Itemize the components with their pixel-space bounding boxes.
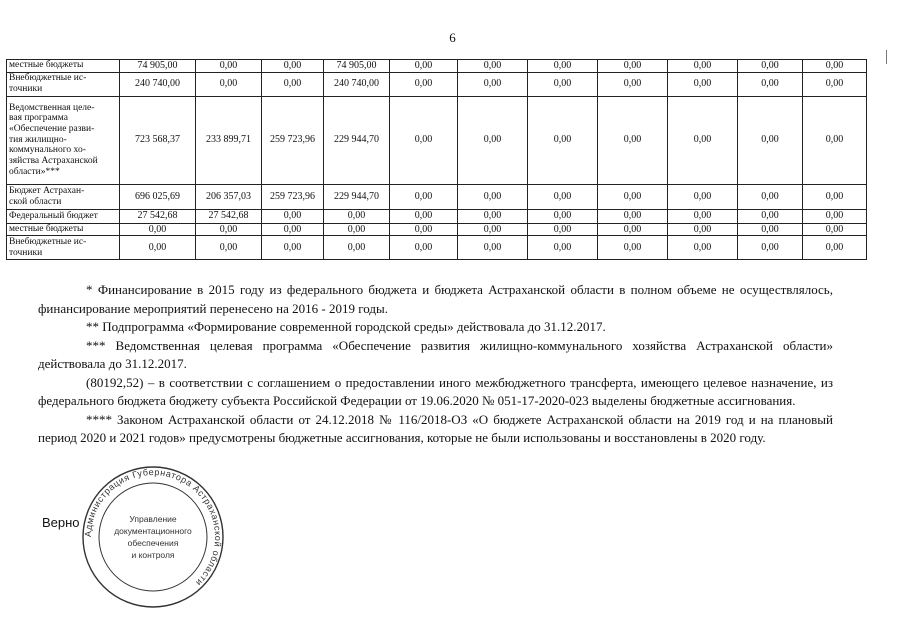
table-cell: 0,00 [528,223,598,236]
table-cell: 0,00 [390,184,458,209]
official-stamp [78,462,228,612]
table-cell: 0,00 [738,96,803,184]
table-cell: 0,00 [738,60,803,73]
stamp-ring-text: Администрация Губернатора Астраханской области [82,466,224,589]
row-label: Внебюджетные ис- точники [7,72,120,96]
row-label: Бюджет Астрахан- ской области [7,184,120,209]
table-cell: 0,00 [324,209,390,223]
margin-mark [886,50,887,64]
table-cell: 0,00 [390,72,458,96]
table-cell: 0,00 [390,209,458,223]
table-cell: 240 740,00 [120,72,196,96]
row-label: Ведомственная целе- вая программа «Обеспечение разви- тия жилищно- коммунального хо- зяйства Астраханской области»*** [7,96,120,184]
table-cell: 0,00 [196,236,262,260]
table-row [7,96,867,184]
table-cell: 206 357,03 [196,184,262,209]
table-cell: 0,00 [598,184,668,209]
table-cell: 0,00 [598,209,668,223]
table-cell: 233 899,71 [196,96,262,184]
table-cell: 74 905,00 [120,60,196,73]
table-cell: 0,00 [528,60,598,73]
table-cell: 0,00 [120,223,196,236]
table-row [7,209,867,223]
table-cell: 723 568,37 [120,96,196,184]
table-cell: 259 723,96 [262,184,324,209]
table-cell: 0,00 [598,72,668,96]
table-cell: 0,00 [458,209,528,223]
table-cell: 0,00 [668,184,738,209]
table-cell: 0,00 [262,236,324,260]
table-cell: 696 025,69 [120,184,196,209]
table-cell: 0,00 [803,236,867,260]
table-cell: 0,00 [738,184,803,209]
table-cell: 0,00 [528,72,598,96]
table-cell: 0,00 [262,209,324,223]
table-cell: 0,00 [390,236,458,260]
table-cell: 0,00 [458,72,528,96]
table-cell: 0,00 [196,60,262,73]
table-cell: 0,00 [598,60,668,73]
table-cell: 0,00 [738,72,803,96]
table-cell: 0,00 [668,236,738,260]
table-cell: 0,00 [196,72,262,96]
table-cell: 0,00 [803,223,867,236]
table-cell: 0,00 [528,209,598,223]
footnote-4: (80192,52) – в соответствии с соглашением о предоставлении иного межбюджетного трансферта, имеющего целевое назначение, из федерального бюджета бюджету субъекта Российской Федерации от 19.06.2020 № 051-17-2020-023 выделены бюджетные ассигнования. [38,374,833,408]
table-cell: 0,00 [262,223,324,236]
table-cell: 0,00 [528,96,598,184]
table-cell: 0,00 [803,96,867,184]
table-cell: 0,00 [598,223,668,236]
table-cell: 0,00 [262,60,324,73]
stamp-line-4: и контроля [131,550,175,560]
table-cell: 0,00 [668,96,738,184]
table-cell: 0,00 [738,236,803,260]
table-cell: 0,00 [458,60,528,73]
table-cell: 27 542,68 [196,209,262,223]
table-cell: 229 944,70 [324,96,390,184]
table-row [7,60,867,73]
table-cell: 0,00 [528,184,598,209]
footnotes [38,281,833,448]
footnote-3: *** Ведомственная целевая программа «Обеспечение развития жилищно-коммунального хозяйства Астраханской области» действовала до 31.12.2017. [38,337,833,371]
table-cell: 0,00 [458,223,528,236]
table-cell: 229 944,70 [324,184,390,209]
table-row [7,236,867,260]
table-cell: 0,00 [196,223,262,236]
table-cell: 0,00 [803,184,867,209]
table-cell: 0,00 [390,60,458,73]
table-cell: 27 542,68 [120,209,196,223]
table-cell: 74 905,00 [324,60,390,73]
table-cell: 0,00 [598,96,668,184]
stamp-graphic [78,462,228,612]
footnote-2: ** Подпрограмма «Формирование современной городской среды» действовала до 31.12.2017. [86,319,606,334]
table-cell: 0,00 [324,236,390,260]
table-cell: 0,00 [803,72,867,96]
table-cell: 0,00 [668,60,738,73]
table-cell: 0,00 [262,72,324,96]
table-cell: 0,00 [803,209,867,223]
table-cell: 0,00 [458,184,528,209]
table-row [7,72,867,96]
stamp-line-2: документационного [114,526,192,536]
stamp-line-3: обеспечения [127,538,179,548]
table-cell: 0,00 [668,72,738,96]
table-cell: 240 740,00 [324,72,390,96]
table-cell: 0,00 [324,223,390,236]
row-label: Внебюджетные ис- точники [7,236,120,260]
table-cell: 0,00 [738,209,803,223]
table-cell: 0,00 [803,60,867,73]
table-cell: 0,00 [528,236,598,260]
table-row [7,223,867,236]
footnote-1: * Финансирование в 2015 году из федерального бюджета и бюджета Астраханской области в полном объеме не осуществлялось, финансирование мероприятий перенесено на 2016 - 2019 годы. [38,282,833,316]
table-cell: 0,00 [668,209,738,223]
page-number: 6 [449,30,456,45]
table-cell: 0,00 [458,236,528,260]
table-cell: 0,00 [738,223,803,236]
table-cell: 259 723,96 [262,96,324,184]
table-cell: 0,00 [598,236,668,260]
table-cell: 0,00 [390,96,458,184]
table-cell: 0,00 [390,223,458,236]
verno-label: Верно [42,515,80,530]
budget-table [6,59,867,260]
stamp-line-1: Управление [129,514,177,524]
footnote-5: **** Законом Астраханской области от 24.12.2018 № 116/2018-ОЗ «О бюджете Астраханской области на 2019 год и на плановый период 2020 и 2021 годов» предусмотрены бюджетные ассигнования, которые не были использованы и восстановлены в 2020 году. [38,411,833,445]
row-label: местные бюджеты [7,223,120,236]
table-cell: 0,00 [120,236,196,260]
row-label: местные бюджеты [7,60,120,73]
table-row [7,184,867,209]
table-cell: 0,00 [668,223,738,236]
row-label: Федеральный бюджет [7,209,120,223]
table-cell: 0,00 [458,96,528,184]
